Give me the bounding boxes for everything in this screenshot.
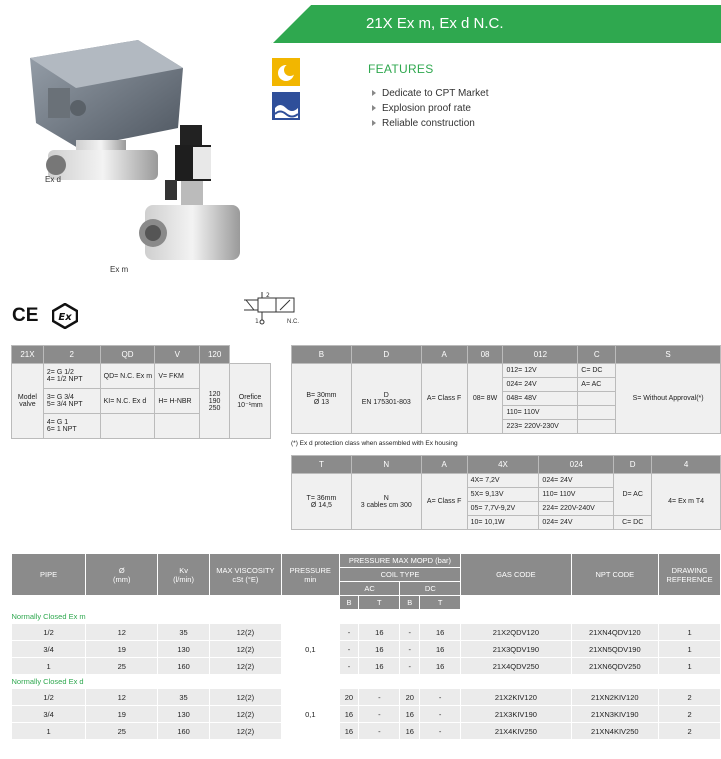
col-21x: 21X — [12, 346, 44, 364]
col-dc-b: B — [400, 596, 420, 610]
rows-ex-d — [12, 689, 721, 740]
cell-acb: - — [339, 658, 359, 675]
atex-ex-icon — [52, 303, 78, 329]
footnote: (*) Ex d protection class when assembled with Ex housing — [291, 440, 458, 447]
col-c: C — [578, 346, 616, 364]
voltage-cell: 223= 220V-230V — [503, 420, 578, 434]
cell-dia: 19 — [86, 641, 158, 658]
ac-cell: A= AC — [578, 378, 616, 392]
dc-cell: C= DC — [614, 516, 652, 530]
cell-gas: 21X4KIV250 — [461, 723, 571, 740]
cell-visc: 12(2) — [209, 689, 281, 706]
voltage-cell: 024= 24V — [539, 516, 614, 530]
cell-dct: - — [420, 723, 461, 740]
cell-act: 16 — [359, 624, 400, 641]
col-08: 08 — [467, 346, 503, 364]
power-cell: 4X= 7,2V — [467, 474, 539, 488]
code-table-1 — [11, 345, 271, 439]
col-mopd: PRESSURE MAX MOPD (bar) — [339, 554, 461, 568]
cell-dct: 16 — [420, 658, 461, 675]
voltage-cell: 110= 110V — [503, 406, 578, 420]
cell-npt: 21XN4KIV250 — [571, 723, 659, 740]
col-b: B — [292, 346, 352, 364]
cell-kv: 160 — [158, 723, 210, 740]
cell-act: 16 — [359, 641, 400, 658]
min-pressure-cell: 0,1 — [281, 624, 339, 675]
a-cell: A= Class F — [421, 364, 467, 434]
col-coil-type: COIL TYPE — [339, 568, 461, 582]
col-d: D — [351, 346, 421, 364]
features-title: FEATURES — [368, 62, 434, 76]
col-2: 2 — [43, 346, 100, 364]
cell-visc: 12(2) — [209, 723, 281, 740]
cell-gas: 21X2KIV120 — [461, 689, 571, 706]
ex-d-label: Ex d — [45, 175, 62, 184]
cell-pipe: 1/2 — [12, 624, 86, 641]
col-qd: QD — [100, 346, 155, 364]
cell-ref: 2 — [659, 689, 721, 706]
col-012: 012 — [503, 346, 578, 364]
col-drawing: DRAWING REFERENCE — [659, 554, 721, 596]
table-row — [12, 624, 721, 641]
ex-icon-text: Ex — [58, 312, 72, 323]
cell-act: - — [359, 689, 400, 706]
cell-ref: 2 — [659, 723, 721, 740]
cell-dcb: - — [400, 624, 420, 641]
col-n: N — [351, 456, 421, 474]
col-4x: 4X — [467, 456, 539, 474]
cell-dia: 25 — [86, 658, 158, 675]
header-banner — [271, 5, 721, 43]
voltage-cell: 024= 24V — [503, 378, 578, 392]
table-row — [12, 641, 721, 658]
feature-item: Reliable construction — [372, 116, 489, 131]
cell-pipe: 3/4 — [12, 641, 86, 658]
nc-label: N.C. — [287, 319, 299, 325]
col-s: S — [616, 346, 721, 364]
cell-kv: 160 — [158, 658, 210, 675]
cell-dct: - — [420, 706, 461, 723]
col-pipe: PIPE — [12, 554, 86, 596]
voltage-cell: 024= 24V — [539, 474, 614, 488]
code-table-2 — [291, 345, 721, 434]
cell-dct: - — [420, 689, 461, 706]
cell-pipe: 1 — [12, 723, 86, 740]
cell-gas: 21X4QDV250 — [461, 658, 571, 675]
col-d: D — [614, 456, 652, 474]
ex-m-valve-image — [135, 125, 250, 275]
rows-ex-m — [12, 624, 721, 675]
cell-dct: 16 — [420, 624, 461, 641]
cell-dia: 12 — [86, 689, 158, 706]
valve-spec-table — [11, 553, 721, 740]
col-dc-t: T — [420, 596, 461, 610]
col-ac-t: T — [359, 596, 400, 610]
gas-icon — [272, 58, 300, 86]
qd-cell: QD= N.C. Ex m — [100, 364, 155, 389]
cell-dia: 25 — [86, 723, 158, 740]
voltage-cell: 048= 48V — [503, 392, 578, 406]
cell-kv: 35 — [158, 624, 210, 641]
cell-act: 16 — [359, 658, 400, 675]
water-icon — [272, 92, 300, 120]
b-cell: B= 30mm Ø 13 — [292, 364, 352, 434]
feature-item: Explosion proof rate — [372, 101, 489, 116]
power-cell: 05= 7,7V-9,2V — [467, 502, 539, 516]
cell-visc: 12(2) — [209, 658, 281, 675]
voltage-cell: 110= 110V — [539, 488, 614, 502]
cell-dcb: 20 — [400, 689, 420, 706]
port-1-label: 1 — [255, 318, 259, 325]
voltage-cell: 224= 220V-240V — [539, 502, 614, 516]
col-v: V — [155, 346, 200, 364]
model-valve-cell: Model valve — [12, 364, 44, 439]
cell-visc: 12(2) — [209, 624, 281, 641]
ex-m-label: Ex m — [110, 265, 129, 274]
w-cell: 08= 8W — [467, 364, 503, 434]
cell-dcb: 16 — [400, 723, 420, 740]
d-cell: D EN 175301-803 — [351, 364, 421, 434]
col-viscosity: MAX VISCOSITY cSt (°E) — [209, 554, 281, 596]
cell-gas: 21X3KIV190 — [461, 706, 571, 723]
cell-pipe: 1/2 — [12, 689, 86, 706]
cell-dia: 12 — [86, 624, 158, 641]
col-ac-b: B — [339, 596, 359, 610]
cell-dcb: - — [400, 641, 420, 658]
s-cell: S= Without Approval(*) — [616, 364, 721, 434]
cell-npt: 21XN3KIV190 — [571, 706, 659, 723]
cell-kv: 35 — [158, 689, 210, 706]
code-table-3 — [291, 455, 721, 530]
col-npt-code: NPT CODE — [571, 554, 659, 596]
table-row — [12, 658, 721, 675]
min-pressure-cell: 0,1 — [281, 689, 339, 740]
port-2-label: 2 — [266, 292, 270, 299]
page-title: 21X Ex m, Ex d N.C. — [366, 15, 504, 32]
col-a: A — [421, 346, 467, 364]
features-list — [372, 86, 489, 131]
cell-gas: 21X2QDV120 — [461, 624, 571, 641]
col-dc: DC — [400, 582, 461, 596]
cell-ref: 2 — [659, 706, 721, 723]
cell-kv: 130 — [158, 706, 210, 723]
cell-pipe: 3/4 — [12, 706, 86, 723]
cell-visc: 12(2) — [209, 641, 281, 658]
table-row — [12, 689, 721, 706]
a-cell: A= Class F — [421, 474, 467, 530]
cell-acb: 20 — [339, 689, 359, 706]
col-4: 4 — [652, 456, 721, 474]
feature-item: Dedicate to CPT Market — [372, 86, 489, 101]
col-gas-code: GAS CODE — [461, 554, 571, 596]
cell-acb: - — [339, 624, 359, 641]
cell-npt: 21XN2KIV120 — [571, 689, 659, 706]
ce-mark-icon: CE — [12, 305, 39, 326]
ki-cell: KI= N.C. Ex d — [100, 389, 155, 414]
cell-act: - — [359, 723, 400, 740]
cell-dcb: 16 — [400, 706, 420, 723]
cell-dct: 16 — [420, 641, 461, 658]
cell-npt: 21XN5QDV190 — [571, 641, 659, 658]
pipe-cell: 2= G 1/2 4= 1/2 NPT — [43, 364, 100, 389]
cell-acb: 16 — [339, 706, 359, 723]
h-cell: H= H-NBR — [155, 389, 200, 414]
col-kv: Kv (l/min) — [158, 554, 210, 596]
col-t: T — [292, 456, 352, 474]
cell-acb: - — [339, 641, 359, 658]
cell-visc: 12(2) — [209, 706, 281, 723]
cell-npt: 21XN4QDV120 — [571, 624, 659, 641]
col-120: 120 — [200, 346, 230, 364]
power-cell: 5X= 9,13V — [467, 488, 539, 502]
voltage-cell: 012= 12V — [503, 364, 578, 378]
t4-cell: 4= Ex m T4 — [652, 474, 721, 530]
cell-npt: 21XN6QDV250 — [571, 658, 659, 675]
col-dia: Ø (mm) — [86, 554, 158, 596]
cell-ref: 1 — [659, 624, 721, 641]
cell-kv: 130 — [158, 641, 210, 658]
col-024: 024 — [539, 456, 614, 474]
section-ex-d: Normally Closed Ex d — [12, 675, 721, 689]
col-pressure: PRESSURE min — [281, 554, 339, 596]
col-ac: AC — [339, 582, 400, 596]
power-cell: 10= 10,1W — [467, 516, 539, 530]
cell-dcb: - — [400, 658, 420, 675]
col-a: A — [421, 456, 467, 474]
table-row — [12, 723, 721, 740]
dc-cell: C= DC — [578, 364, 616, 378]
ac-cell: D= AC — [614, 474, 652, 516]
pipe-cell: 3= G 3/4 5= 3/4 NPT — [43, 389, 100, 414]
cell-act: - — [359, 706, 400, 723]
t-cell: T= 36mm Ø 14,5 — [292, 474, 352, 530]
section-ex-m: Normally Closed Ex m — [12, 610, 721, 624]
cell-acb: 16 — [339, 723, 359, 740]
orifice-cell: 120 190 250 — [200, 364, 230, 439]
cell-ref: 1 — [659, 658, 721, 675]
orefice-label-cell: Orefice 10⁻¹mm — [230, 364, 271, 439]
n-cell: N 3 cables cm 300 — [351, 474, 421, 530]
cell-pipe: 1 — [12, 658, 86, 675]
cell-gas: 21X3QDV190 — [461, 641, 571, 658]
cell-ref: 1 — [659, 641, 721, 658]
pipe-cell: 4= G 1 6= 1 NPT — [43, 414, 100, 439]
cell-dia: 19 — [86, 706, 158, 723]
table-row — [12, 706, 721, 723]
v-cell: V= FKM — [155, 364, 200, 389]
